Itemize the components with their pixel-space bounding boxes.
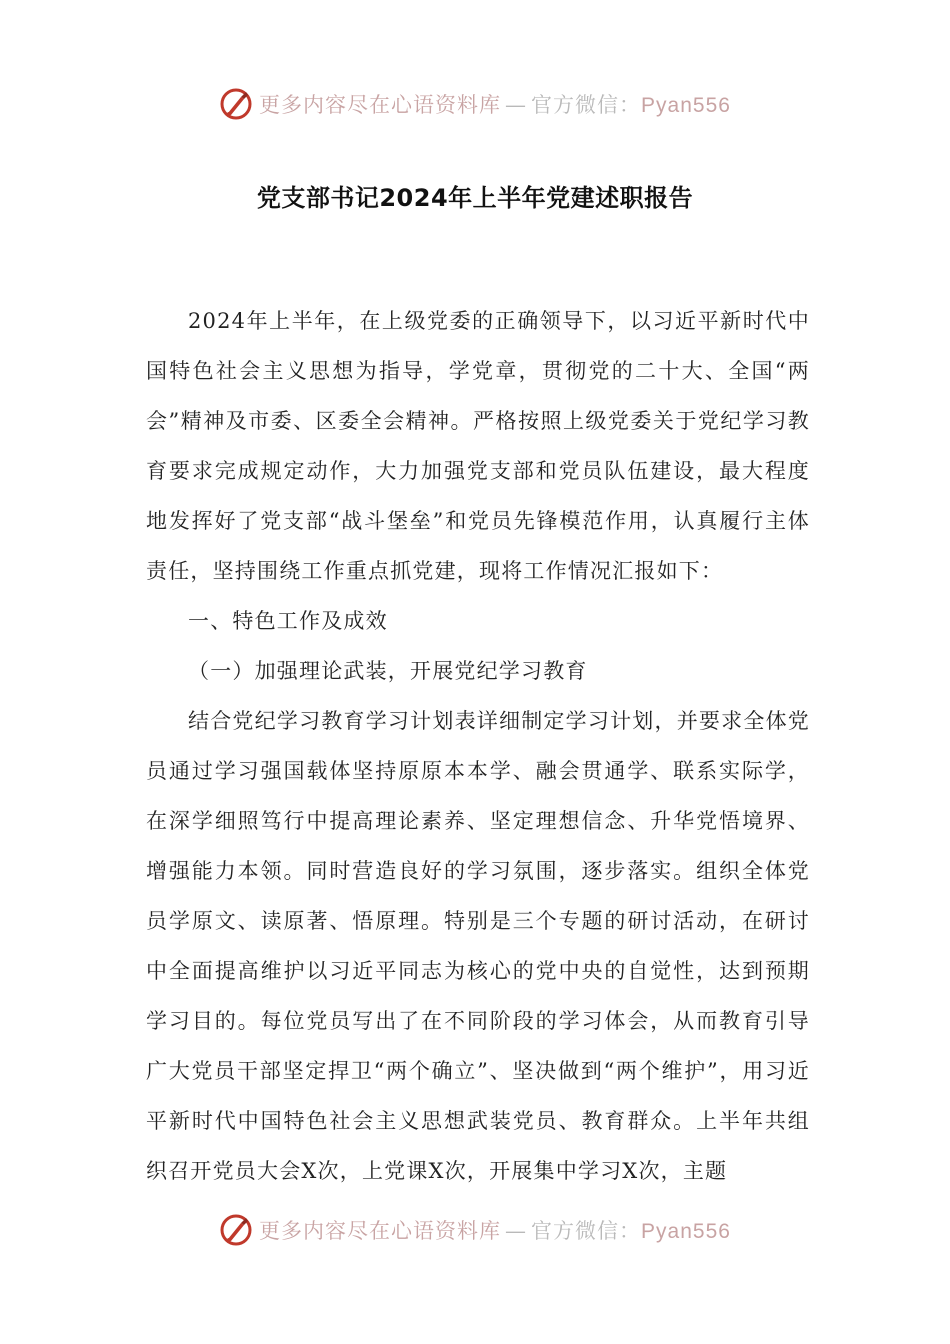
wechat-label: 官方微信：	[531, 1219, 642, 1243]
paragraph-intro: 2024年上半年，在上级党委的正确领导下，以习近平新时代中国特色社会主义思想为指导，学党章，贯彻党的二十大、全国“两会”精神及市委、区委全会精神。严格按照上级党委关于党纪学习教育要求完成规定动作，大力加强党支部和党员队伍建设，最大程度地发挥好了党支部“战斗堡垒”和党员先锋模范作用，认真履行主体责任，坚持围绕工作重点抓党建，现将工作情况汇报如下：	[146, 309, 810, 583]
wechat-id: Pyan556	[641, 1220, 731, 1243]
watermark-banner-bottom	[0, 1208, 950, 1252]
watermark-separator: —	[505, 93, 528, 117]
wechat-label: 官方微信：	[531, 93, 642, 117]
paragraph-body: 结合党纪学习教育学习计划表详细制定学习计划，并要求全体党员通过学习强国载体坚持原原本本学、融会贯通学、联系实际学，在深学细照笃行中提高理论素养、坚定理想信念、升华党悟境界、增强能力本领。同时营造良好的学习氛围，逐步落实。组织全体党员学原文、读原著、悟原理。特别是三个专题的研讨活动，在研讨中全面提高维护以习近平同志为核心的党中央的自觉性，达到预期学习目的。每位党员写出了在不同阶段的学习体会，从而教育引导广大党员干部坚定捍卫“两个确立”、坚决做到“两个维护”，用习近平新时代中国特色社会主义思想武装党员、教育群众。上半年共组织召开党员大会X次，上党课X次，开展集中学习X次，主题	[146, 709, 810, 1183]
wechat-id: Pyan556	[641, 94, 731, 117]
document-body	[146, 296, 810, 1196]
watermark-banner-top	[0, 82, 950, 126]
watermark-text: 更多内容尽在心语资料库	[259, 1219, 502, 1243]
brush-logo-icon	[219, 87, 253, 121]
subsection-heading: （一）加强理论武装，开展党纪学习教育	[188, 659, 588, 683]
watermark-separator: —	[505, 1219, 528, 1243]
section-heading: 一、特色工作及成效	[188, 609, 388, 633]
document-title: 党支部书记2024年上半年党建述职报告	[256, 184, 694, 212]
brush-logo-icon	[219, 1213, 253, 1247]
watermark-text: 更多内容尽在心语资料库	[259, 93, 502, 117]
